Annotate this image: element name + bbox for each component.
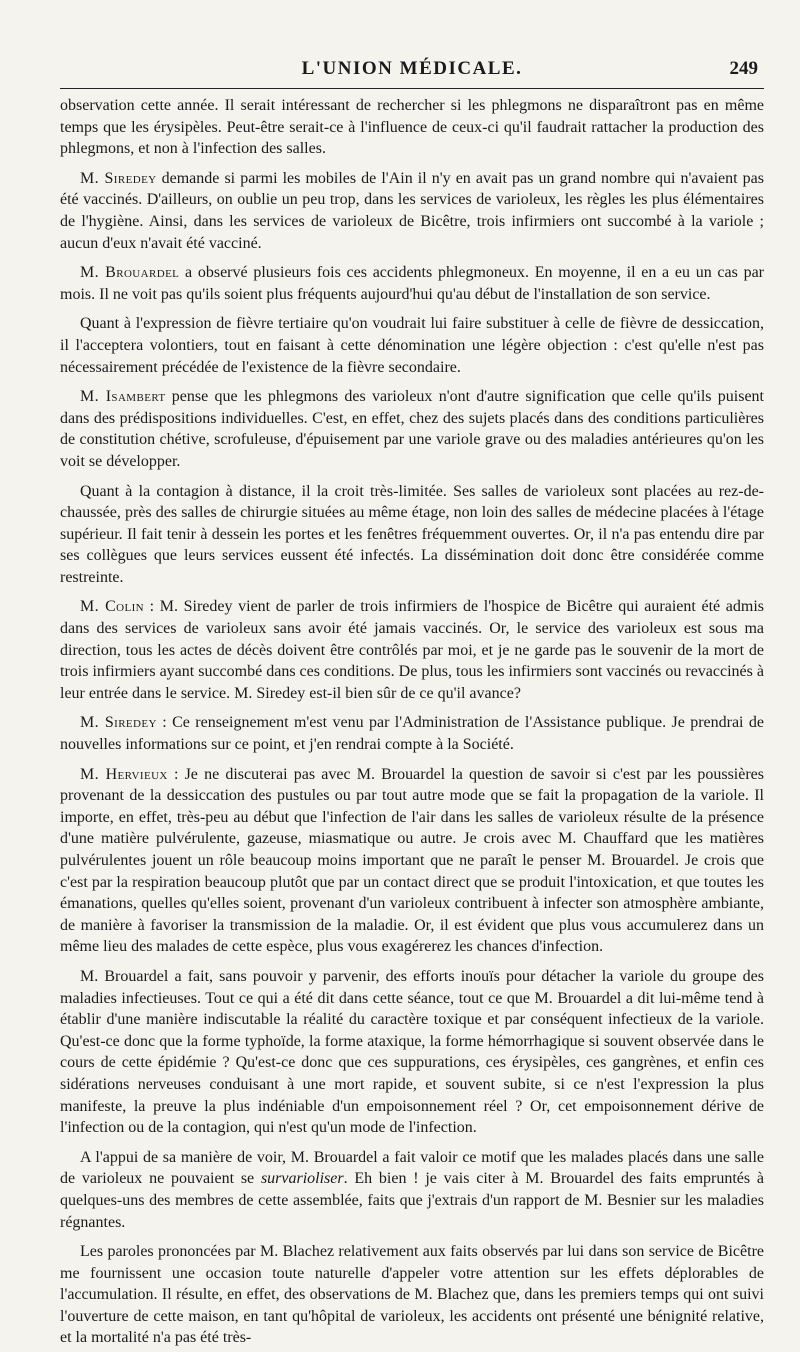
- running-title: L'UNION MÉDICALE.: [301, 58, 523, 79]
- page-number: 249: [729, 58, 758, 79]
- page-header: [60, 48, 764, 88]
- speaker-name: M. Hervieux: [80, 765, 168, 783]
- paragraph: [60, 262, 764, 305]
- paragraph: [60, 1147, 764, 1233]
- body-text: [60, 95, 764, 1349]
- speaker-name: M. Siredey: [80, 714, 157, 732]
- paragraph-text: demande si parmi les mobiles de l'Ain il n'y en avait pas un grand nombre qui n'avaient pas été vaccinés. D'ailleurs, on oublie un peu trop, dans les services de varioleux, les règles les plus élémentaires de l'hygiène. Ainsi, dans les services de varioleux de Bicêtre, trois infirmiers ont succombé à la variole ; aucun d'eux n'avait été vacciné.: [60, 169, 764, 252]
- speaker-name: M. Colin: [80, 598, 145, 616]
- paragraph-text: pense que les phlegmons des varioleux n'ont d'autre signification que celle qu'ils puisent dans des prédispositions individuelles. C'est, en effet, chez des sujets placés dans des conditions particulières de constitution chétive, scrofuleuse, d'épuisement par une variole grave ou des maladies antérieures qu'on les voit se développer.: [60, 388, 765, 470]
- paragraph: [60, 712, 764, 755]
- paragraph-text: . Eh bien ! je vais citer à M. Brouardel des faits empruntés à quelques-uns des membres de cette assemblée, faits que j'extrais d'un rapport de M. Besnier sur les maladies régnantes.: [60, 1170, 765, 1231]
- paragraph-text: : M. Siredey vient de parler de trois infirmiers de l'hospice de Bicêtre qui auraient été admis dans des services de varioleux sans avoir été jamais vaccinés. Or, le service des varioleux est sous ma direction, tous les actes de décès doivent être contrôlés par moi, et je ne garde pas le souvenir de la mort de trois infirmiers ayant succombé dans ces conditions. De plus, tous les infirmiers sont vaccinés ou revaccinés à leur entrée dans le service. M. Siredey est-il bien sûr de ce qu'il avance?: [60, 598, 764, 702]
- paragraph: [60, 596, 764, 704]
- paragraph: [60, 168, 764, 254]
- speaker-name: M. Brouardel: [80, 264, 180, 282]
- speaker-name: M. Isambert: [80, 388, 166, 406]
- italic-term: survarioliser: [260, 1170, 344, 1188]
- paragraph-text: a observé plusieurs fois ces accidents phlegmoneux. En moyenne, il en a eu un cas par mois. Il ne voit pas qu'ils soient plus fréquents aujourd'hui qu'au début de l'installation de son service.: [60, 264, 764, 303]
- paragraph: M. Brouardel a fait, sans pouvoir y parvenir, des efforts inouïs pour détacher la variole du groupe des maladies infectieuses. Tout ce qui a été dit dans cette séance, tout ce que M. Brouardel a dit lui-même tend à établir d'une manière indiscutable la réalité du caractère toxique et par conséquent infectieux de la variole. Qu'est-ce donc que la forme typhoïde, la forme ataxique, la forme hémorrhagique si souvent observée dans le cours de cette épidémie ? Qu'est-ce donc que ces suppurations, ces érysipèles, ces gangrènes, et enfin ces sidérations nerveuses conduisant à une mort rapide, et souvent subite, si ce n'est l'expression la plus manifeste, la preuve la plus indéniable d'un empoisonnement réel ? Or, cet empoisonnement dérive de l'infection ou de la contagion, qui n'est qu'un mode de l'infection.: [60, 967, 764, 1137]
- paragraph: [60, 386, 764, 472]
- header-rule: [60, 88, 764, 89]
- paragraph: Les paroles prononcées par M. Blachez relativement aux faits observés par lui dans son service de Bicêtre me fournissent une occasion toute naturelle d'appeler votre attention sur les effets déplorables de l'accumulation. Il résulte, en effet, des observations de M. Blachez que, dans les premiers temps qui ont suivi l'ouverture de cette maison, en tant qu'hôpital de varioleux, les accidents ont présenté une bénignité relative, et la mortalité n'a pas été très-: [60, 1243, 764, 1347]
- paragraph: Quant à l'expression de fièvre tertiaire qu'on voudrait lui faire substituer à celle de fièvre de dessiccation, il l'acceptera volontiers, tout en faisant à cette dénomination une légère objection : c'est qu'elle n'est pas nécessairement précédée de l'existence de la fièvre secondaire.: [60, 315, 764, 376]
- paragraph: observation cette année. Il serait intéressant de rechercher si les phlegmons ne disparaîtront pas en même temps que les érysipèles. Peut-être serait-ce à l'influence de ceux-ci qu'il faudrait rattacher la production des phlegmons, et non à l'infection des salles.: [60, 97, 764, 158]
- paragraph: [60, 764, 764, 958]
- paragraph-text: : Ce renseignement m'est venu par l'Administration de l'Assistance publique. Je prendrai de nouvelles informations sur ce point, et j'en rendrai compte à la Société.: [60, 714, 764, 754]
- paragraph: Quant à la contagion à distance, il la croit très-limitée. Ses salles de varioleux sont placées au rez-de-chaussée, près des salles de chirurgie situées au même étage, non loin des salles de médecine placées à l'étage supérieur. Il fait tenir à dessein les portes et les fenêtres fréquemment ouvertes. Or, il n'a pas entendu dire par ses collègues que leurs services eussent été infectés. La dissémination doit donc être considérée comme restreinte.: [60, 482, 764, 586]
- paragraph-text: A l'appui de sa manière de voir, M. Brouardel a fait valoir ce motif que les malades placés dans une salle de varioleux ne pouvaient se: [60, 1148, 764, 1188]
- speaker-name: M. Siredey: [80, 169, 157, 187]
- paragraph-text: : Je ne discuterai pas avec M. Brouardel la question de savoir si c'est par les poussières provenant de la dessiccation des pustules ou par tout autre mode que se fait la propagation de la variole. Il importe, en effet, très-peu au début que l'infection de l'air dans les salles de varioleux résulte de la présence d'une matière pulvérulente, gazeuse, miasmatique ou autre. Je crois avec M. Chauffard que les matières pulvérulentes jouent un rôle beaucoup moins important que ne paraît le penser M. Brouardel. Je crois que c'est par la respiration beaucoup plutôt que par un contact direct que se produit l'intoxication, et que toutes les émanations, quelles qu'elles soient, provenant d'un varioleux contribuent à infecter son atmosphère ambiante, de manière à favoriser la transmission de la maladie. Or, il est évident que plus vous accumulerez dans un même lieu des malades de cette espèce, plus vous exagérerez les chances d'infection.: [60, 765, 764, 956]
